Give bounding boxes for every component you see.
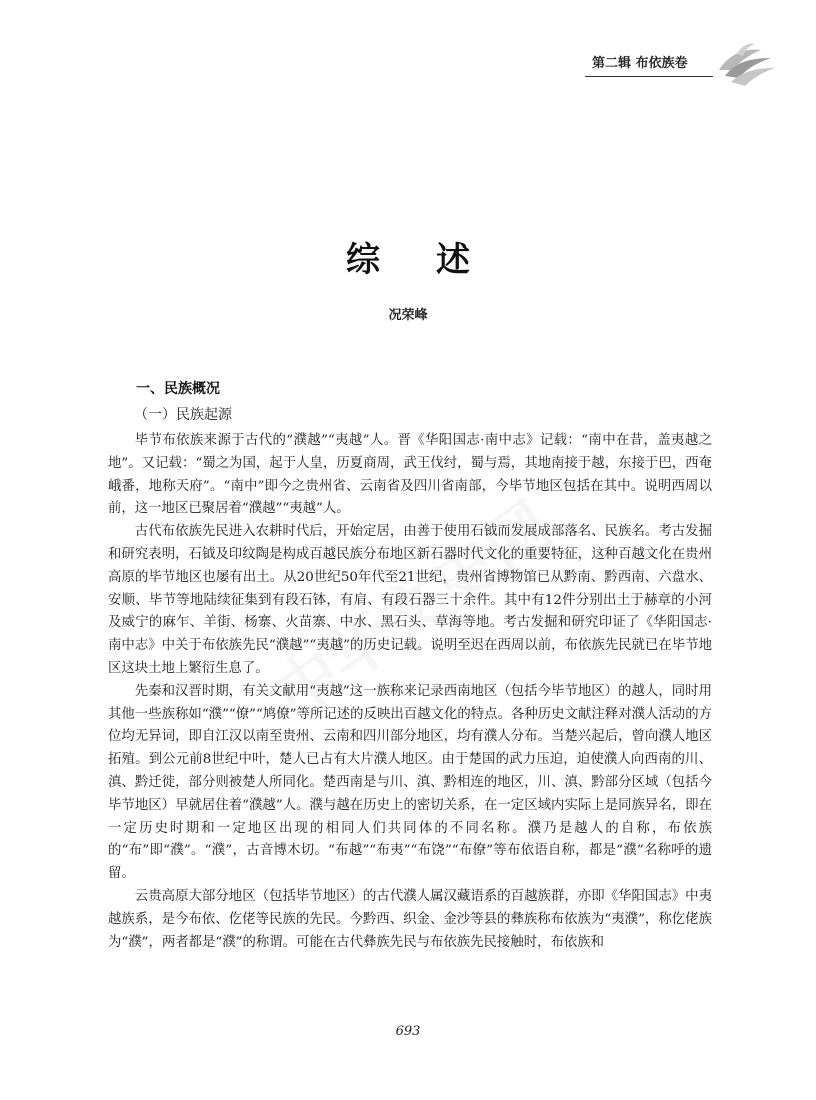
paragraph: 毕节布依族来源于古代的“濮越”“夷越”人。晋《华阳国志·南中志》记载：“南中在昔，盖夷越之地”。又记载：“蜀之为国，起于人皇，历夏商周，武王伐纣，蜀与焉，其地南接于越，东接于巴，西奄峨番，地称天府”。“南中”即今之贵州省、云南省及四川省南部，今毕节地区包括在其中。说明西周以前，这一地区已聚居着“濮越”“夷越”人。	[108, 433, 712, 517]
paragraph: 古代布依族先民进入农耕时代后，开始定居，由善于使用石钺而发展成部落名、民族名。考古发掘和研究表明，石钺及印纹陶是构成百越民族分布地区新石器时代文化的重要特征，这种百越文化在贵州高原的毕节地区也屡有出土。从20世纪50年代至21世纪，贵州省博物馆已从黔南、黔西南、六盘水、安顺、毕节等地陆续征集到有段石钵，有肩、有段石器三十余件。其中有12件分别出土于赫章的小河及威宁的麻乍、羊街、杨寨、火苗寨、中水、黑石头、草海等地。考古发掘和研究印证了《华阳国志·南中志》中关于布依族先民“濮越”“夷越”的历史记载。说明至迟在西周以前，布依族先民就已在毕节地区这块土地上繁衍生息了。	[108, 524, 712, 676]
paragraph: 先秦和汉晋时期，有关文献用“夷越”这一族称来记录西南地区（包括今毕节地区）的越人，同时用其他一些族称如“濮”“僚”“鸠僚”等所记述的反映出百越文化的特点。各种历史文献注释对濮人活动的方位均无异词，即自江汉以南至贵州、云南和四川部分地区，均有濮人分布。当楚兴起后，曾向濮人地区拓殖。到公元前8世纪中叶，楚人已占有大片濮人地区。由于楚国的武力压迫，迫使濮人向西南的川、滇、黔迁徙，部分则被楚人所同化。楚西南是与川、滇、黔相连的地区，川、滇、黔部分区域（包括今毕节地区）早就居住着“濮越”人。濮与越在历史上的密切关系，在一定区域内实际上是同族异名，即在一定历史时期和一定地区出现的相同人们共同体的不同名称。濮乃是越人的自称，布依族的“布”即“濮”。“濮”，古音博木切。“布越”“布夷”“布饶”“布僚”等布依语自称，都是“濮”名称呼的遗留。	[108, 683, 712, 882]
article-title: 综述	[346, 240, 526, 280]
subsection-heading: （一）民族起源	[134, 407, 232, 423]
section-heading: 一、民族概况	[136, 381, 220, 397]
running-header: 第二辑 布依族卷	[592, 56, 688, 71]
page-number: 693	[395, 1024, 421, 1039]
header-rule	[585, 76, 713, 77]
publisher-logo-icon	[715, 40, 777, 90]
paragraph: 云贵高原大部分地区（包括毕节地区）的古代濮人属汉藏语系的百越族群，亦即《华阳国志》中夷越族系，是今布依、仡佬等民族的先民。今黔西、织金、金沙等县的彝族称布依族为“夷濮”，称仡佬族为“濮”，两者都是“濮”的称谓。可能在古代彝族先民与布依族先民接触时，布依族和	[108, 888, 712, 950]
body-text	[108, 430, 712, 954]
article-author: 况荣峰	[388, 308, 428, 323]
